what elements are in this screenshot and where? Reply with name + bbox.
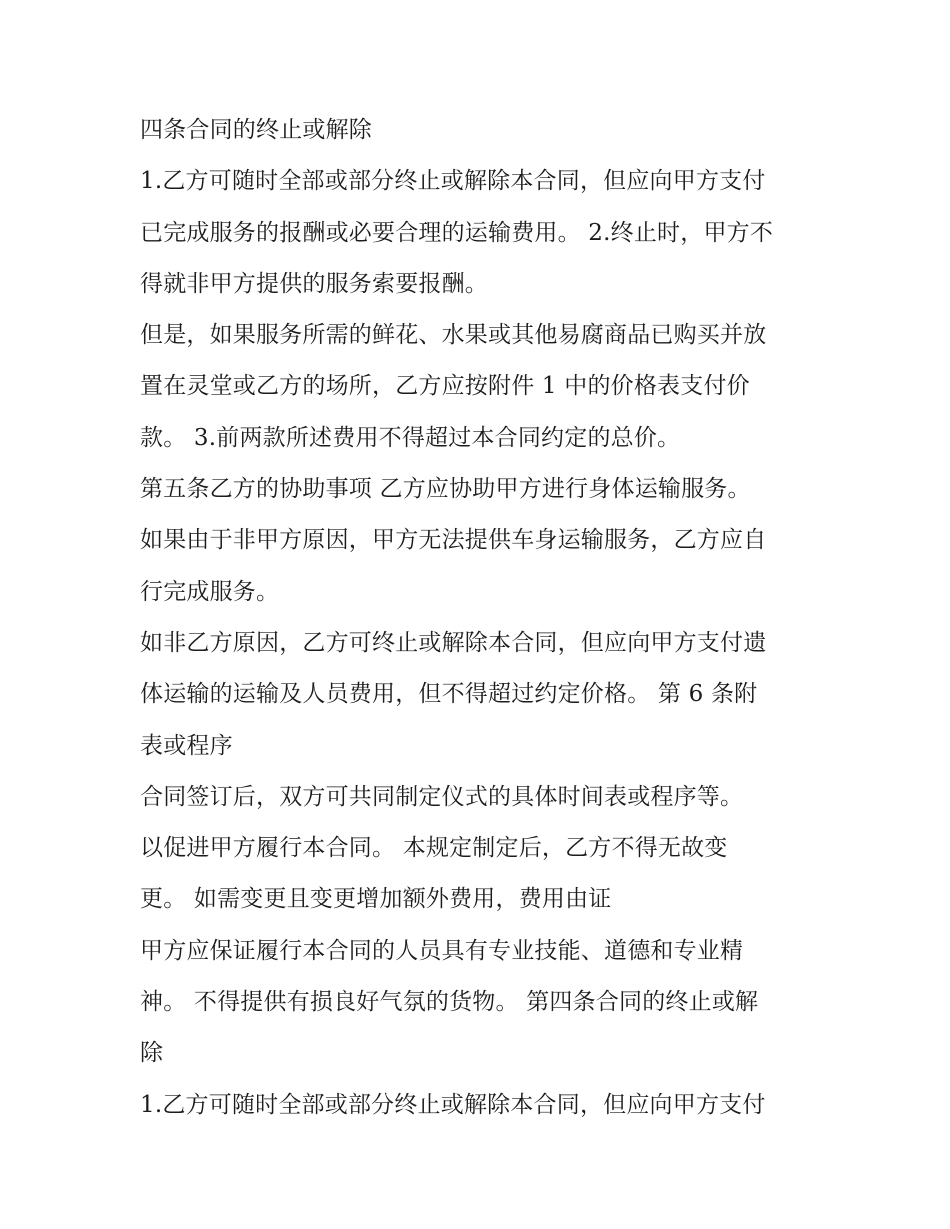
text-line: 神。 不得提供有损良好气氛的货物。 第四条合同的终止或解	[140, 989, 759, 1016]
text-line: 行完成服务。	[140, 578, 280, 605]
text-line: 表或程序	[140, 732, 233, 759]
document-body	[140, 105, 840, 1131]
text-line: 以促进甲方履行本合同。 本规定制定后，乙方不得无故变	[140, 835, 728, 862]
text-line: 款。 3.前两款所述费用不得超过本合同约定的总价。	[140, 424, 681, 451]
text-line: 甲方应保证履行本合同的人员具有专业技能、道德和专业精	[140, 937, 744, 964]
text-line: 第五条乙方的协助事项 乙方应协助甲方进行身体运输服务。	[140, 476, 751, 503]
text-line: 四条合同的终止或解除	[140, 117, 372, 143]
text-line: 1.乙方可随时全部或部分终止或解除本合同，但应向甲方支付	[140, 1091, 766, 1118]
text-line: 如非乙方原因，乙方可终止或解除本合同，但应向甲方支付遗	[140, 629, 767, 656]
text-line: 体运输的运输及人员费用，但不得超过约定价格。 第 6 条附	[140, 681, 758, 708]
text-line: 合同签订后，双方可共同制定仪式的具体时间表或程序等。	[140, 783, 744, 810]
text-line: 但是，如果服务所需的鲜花、水果或其他易腐商品已购买并放	[140, 322, 767, 349]
text-line: 除	[140, 1040, 164, 1067]
text-line: 得就非甲方提供的服务索要报酬。	[140, 270, 488, 297]
text-line: 置在灵堂或乙方的场所，乙方应按附件 1 中的价格表支付价	[140, 373, 750, 400]
text-line: 如果由于非甲方原因，甲方无法提供车身运输服务，乙方应自	[140, 527, 767, 554]
text-line: 1.乙方可随时全部或部分终止或解除本合同，但应向甲方支付	[140, 168, 766, 195]
text-line: 已完成服务的报酬或必要合理的运输费用。 2.终止时，甲方不	[140, 219, 774, 246]
text-line: 更。 如需变更且变更增加额外费用，费用由证	[140, 886, 612, 913]
